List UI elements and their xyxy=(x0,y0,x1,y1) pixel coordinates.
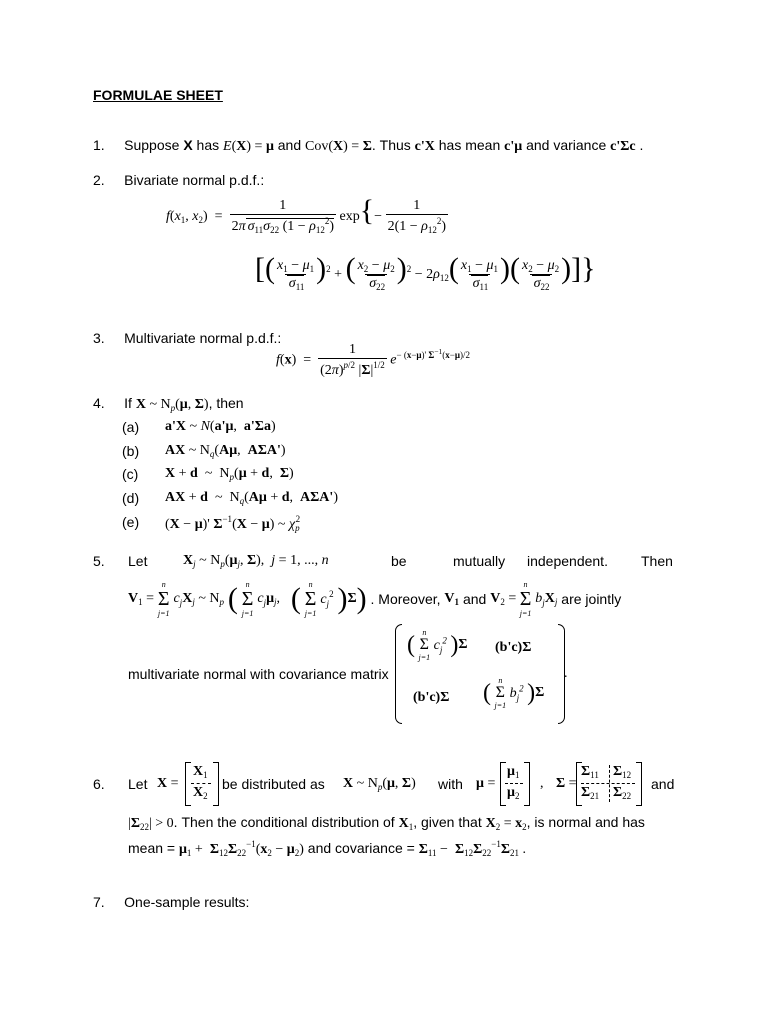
item-3 xyxy=(93,330,281,346)
item-text: be distributed as xyxy=(222,776,325,792)
item-4: 4. If X ~ $N_p(\mu$, Σ), then xyxy=(93,395,244,413)
item-4c: (c) X + d ~ $N_p(\mu + d$, Σ) xyxy=(122,466,294,482)
item-text: has xyxy=(196,137,220,153)
item-5-line1: 5. Let $X_j$ ~ $N_p(\mu_j$, Σ), j = 1, ..., n be mutually independent. Then xyxy=(93,553,673,569)
item-text: Suppose xyxy=(124,137,180,153)
item-text: independent. xyxy=(527,553,608,569)
item-2 xyxy=(93,172,264,188)
item-text: , is normal and has xyxy=(526,814,645,830)
page-title: FORMULAE SHEET xyxy=(93,87,223,103)
item-text: Let xyxy=(128,776,148,792)
item-text: and xyxy=(277,137,302,153)
item-text: . Thus xyxy=(371,137,411,153)
item-text: If xyxy=(124,395,132,411)
item-text: . Moreover, xyxy=(370,591,441,607)
item-number: 7. xyxy=(93,894,105,910)
bivariate-formula-line1: $f(x_1$, $x_2$) = $\frac{1}{2\pi \sigma_{11}\sigma_{22} (1 - \rho_{12}^2)}$ exp{− $\frac{1}{2(1 - \rho_{12}^2)}$ xyxy=(166,194,447,236)
item-number: 2. xyxy=(93,172,105,188)
item-4e: (e) (X − μ)' $\Sigma^{-1}(X - \mu)$ ~ $\chi_p^2$ xyxy=(122,514,301,533)
item-number: 5. xyxy=(93,553,105,569)
item-text: and xyxy=(651,776,675,792)
partitioned-mu: μ = $\mu_1$ $\mu_2$ xyxy=(476,762,538,806)
item-4a: (a) a'X ~ N(a'μ, a'Σa) xyxy=(122,419,276,435)
item-1: 1. Suppose X has E(X) = μ and Cov(X) = Σ. Thus c'X has mean c'μ and variance c'Σc . xyxy=(93,137,644,154)
partitioned-sigma: Σ = $\Sigma_{11}$ $\Sigma_{12}$ $\Sigma_{21}$ $\Sigma_{22}$ xyxy=(556,762,646,806)
item-text: mutually xyxy=(453,553,506,569)
item-text: has mean xyxy=(438,137,501,153)
item-text: Then xyxy=(641,553,673,569)
item-6-num xyxy=(93,776,105,792)
item-text: and variance xyxy=(526,137,607,153)
item-number: 3. xyxy=(93,330,105,346)
item-4d: (d) AX + d ~ $N_q(A\mu + d$, AΣA') xyxy=(122,490,338,506)
item-text: and covariance = xyxy=(307,840,415,856)
item-text: be xyxy=(391,553,407,569)
item-6-line2: $|\Sigma_{22}| > 0$. Then the conditional distribution of $X_1$, given that $X_2 = x_2$, is normal and has xyxy=(128,814,645,832)
item-number: 4. xyxy=(93,395,105,411)
item-text: are jointly xyxy=(561,591,622,607)
item-7 xyxy=(93,894,249,910)
item-5-line3 xyxy=(128,666,389,682)
item-text: , then xyxy=(208,395,244,411)
item-number: 1. xyxy=(93,137,105,153)
item-6-line3: mean = $\mu_1 + \Sigma_{12}\Sigma_{22}^{-1}(x_2 - \mu_2)$ and covariance = $\Sigma_{11} - \Sigma_{12}\Sigma_{22}^{-1}\Sigma_{21}$ . xyxy=(128,839,526,858)
item-text: with xyxy=(438,776,463,792)
item-6-dist: X ~ $N_p(\mu$, Σ) xyxy=(343,776,416,792)
subitem-label: (d) xyxy=(122,490,140,506)
item-text: and xyxy=(462,591,487,607)
bivariate-formula-line2: [( $\frac{x_1 - \mu_1}{\sigma_{11}}$ )$^2$ + ( $\frac{x_2 - \mu_2}{\sigma_{22}}$ )$^2 - 2\rho_{12}$( $\frac{x_1 - \mu_1}{\sigma_{11}}$ )( $\frac{x_2 - \mu_2}{\sigma_{22}}$ )]} xyxy=(255,252,596,292)
item-text: mean = xyxy=(128,840,176,856)
item-5-line2: $V_1$ = n Σ j=1 $c_jX_j$ ~ $N_p$ ( n Σ j=1 $c_j\mu_j$, ( n Σ j=1 $c_j^2$ )Σ) . Moreover, $V_1$ and $V_2$ = n Σ j=1 $b_jX_j$ are jointly xyxy=(128,580,622,618)
item-text: multivariate normal with covariance matrix xyxy=(128,666,389,682)
item-text: Let xyxy=(128,553,148,569)
multivariate-formula: f(x) = $\frac{1}{(2\pi)^{p/2} |\Sigma|^{1/2}}$ $e^{- (x-\mu)' \Sigma^{-1}(x-\mu)/2}$ xyxy=(276,342,470,378)
item-text: , given that xyxy=(413,814,482,830)
covariance-matrix: ( n Σ j=1 $c_j^2$ )Σ (b'c)Σ (b'c)Σ ( n Σ j=1 $b_j^2$ )Σ xyxy=(395,624,565,724)
item-label: Bivariate normal p.d.f.: xyxy=(124,172,265,188)
partitioned-x: X = $X_1$ $X_2$ xyxy=(157,762,227,806)
item-4b: (b) AX ~ $N_q(A\mu$, AΣA') xyxy=(122,443,286,459)
item-label: One-sample results: xyxy=(124,894,250,910)
item-label: Multivariate normal p.d.f.: xyxy=(124,330,282,346)
subitem-label: (b) xyxy=(122,443,140,459)
subitem-label: (e) xyxy=(122,514,140,530)
item-text: . Then the conditional distribution of xyxy=(173,814,395,830)
subitem-label: (a) xyxy=(122,419,140,435)
subitem-label: (c) xyxy=(122,466,139,482)
item-number: 6. xyxy=(93,776,105,792)
